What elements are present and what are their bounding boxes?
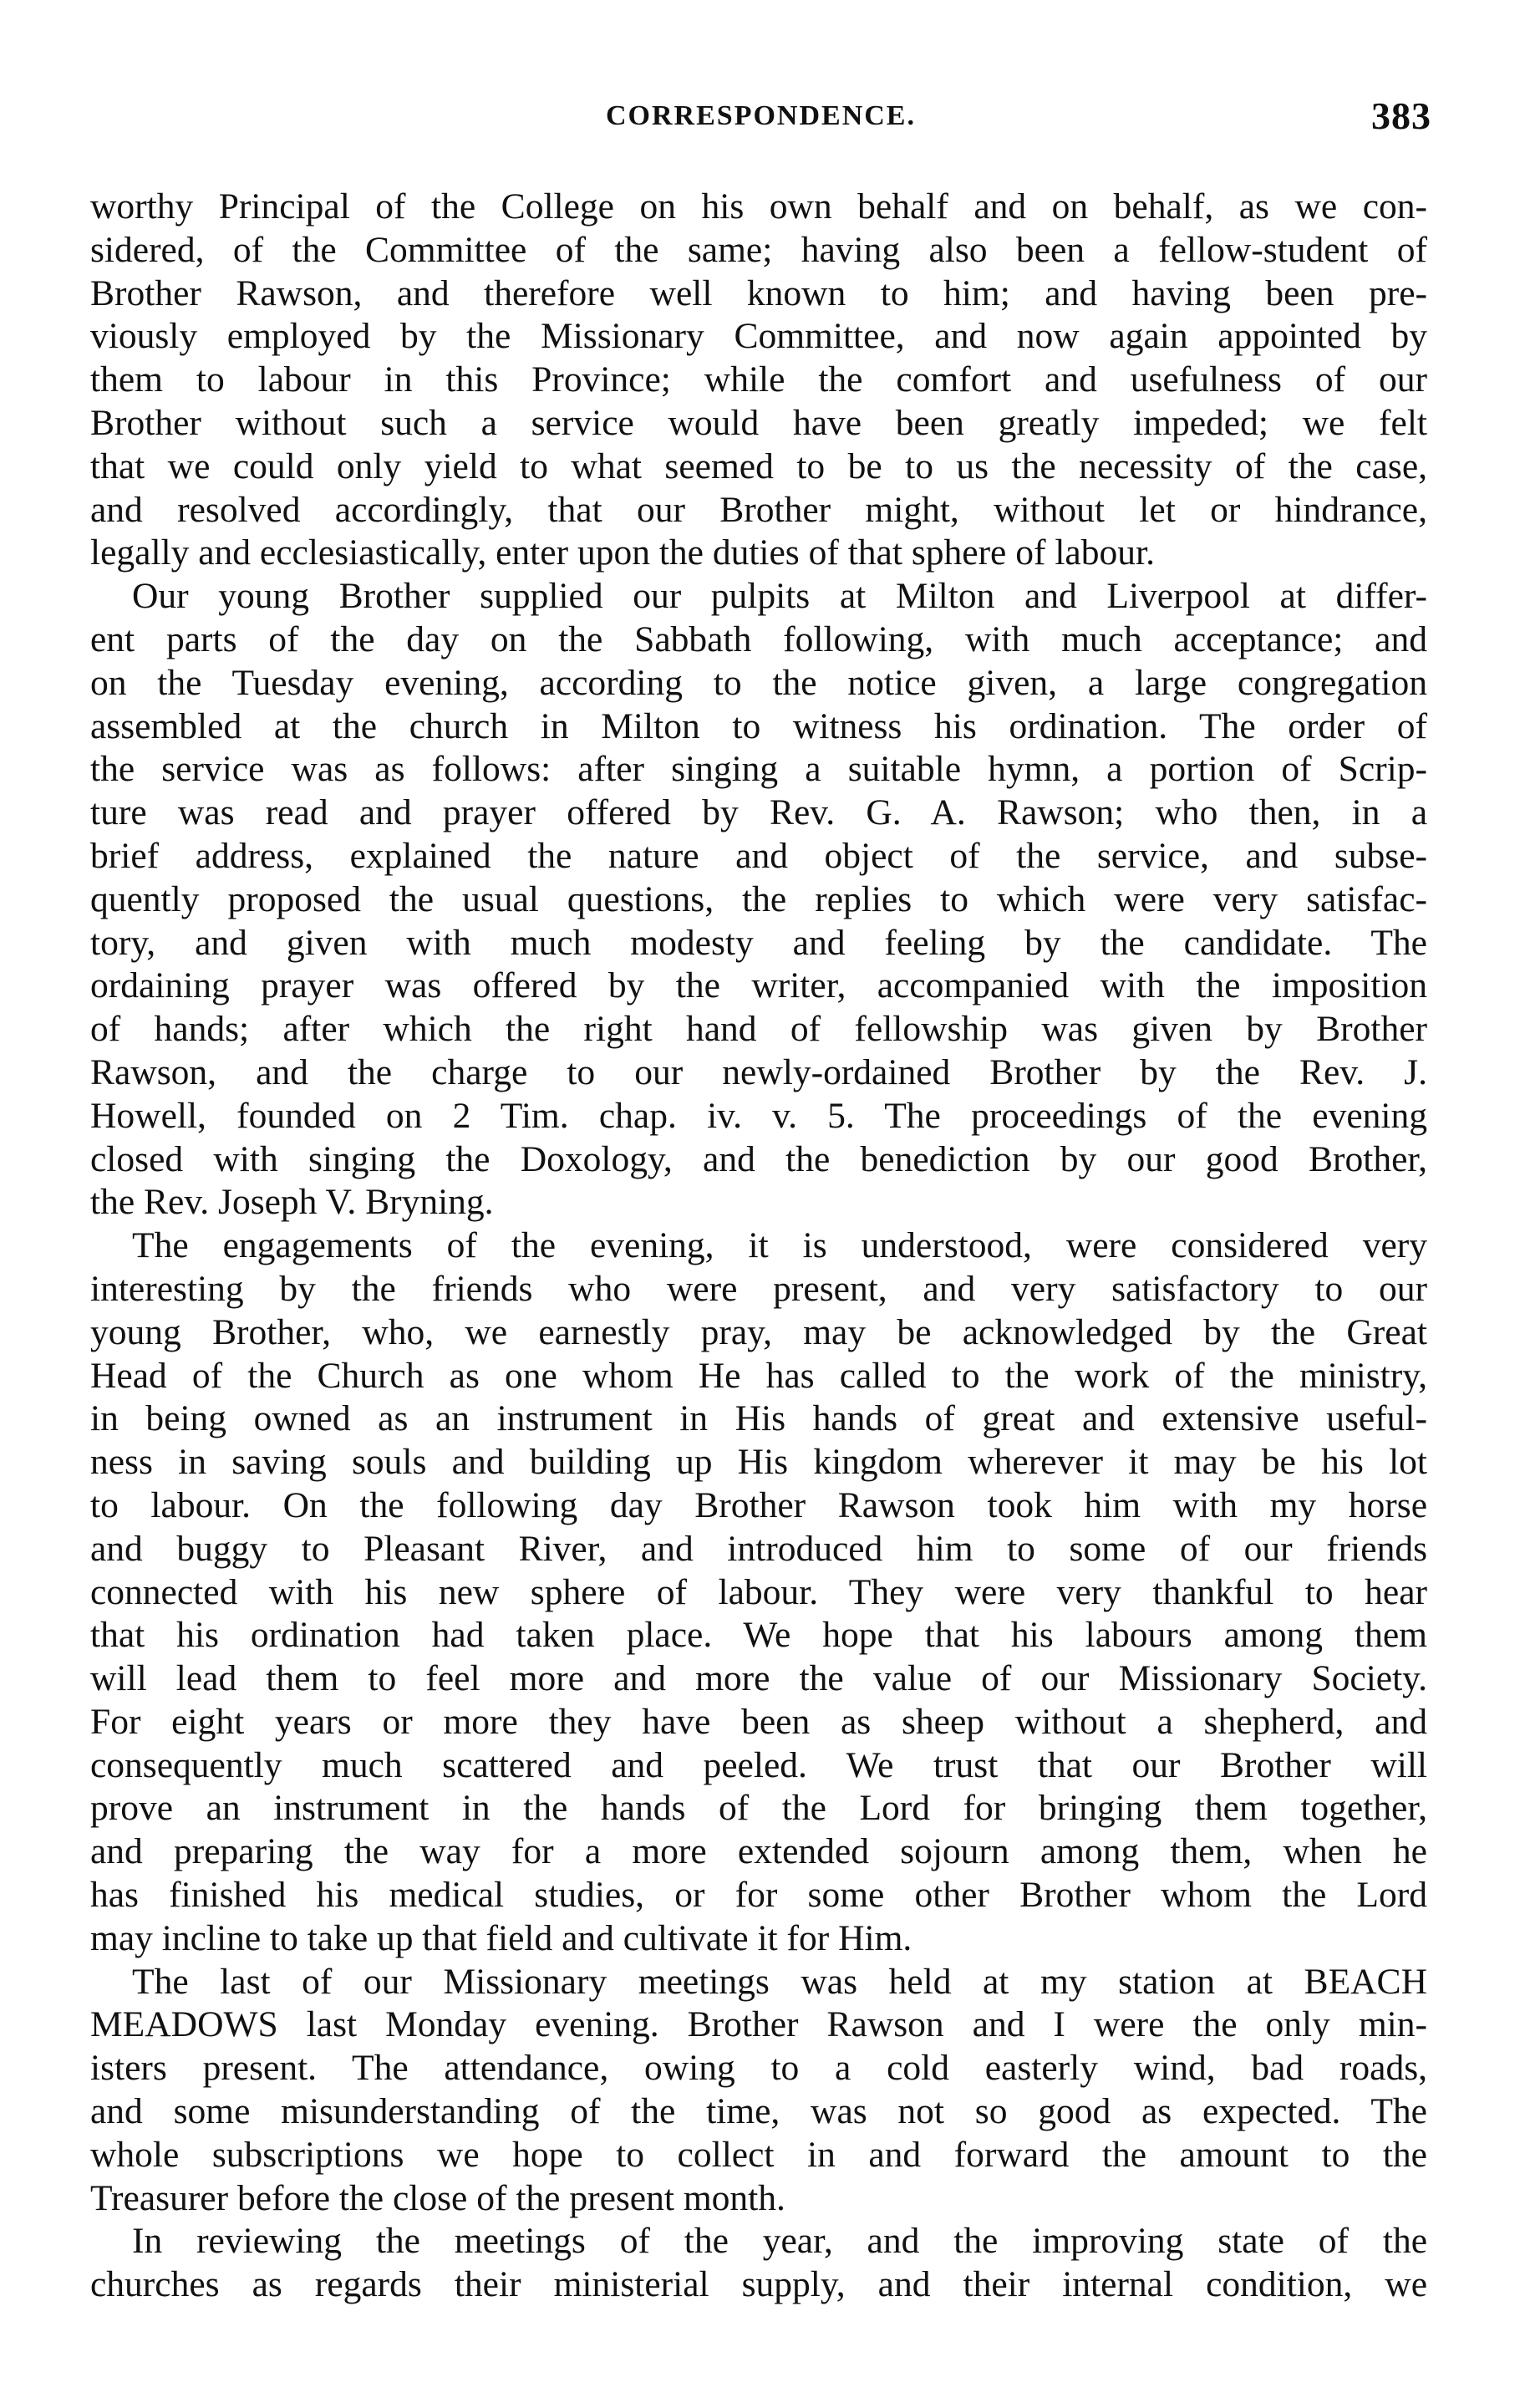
text-line: tory, and given with much modesty and feeling by the candidate. The [90, 922, 1427, 963]
text-line: and resolved accordingly, that our Brother might, without let or hindrance, [90, 489, 1427, 530]
text-line: Rawson, and the charge to our newly-ordained Brother by the Rev. J. [90, 1051, 1427, 1092]
text-line: worthy Principal of the College on his own behalf and on behalf, as we con- [90, 186, 1427, 227]
text-line: ordaining prayer was offered by the writer, accompanied with the imposition [90, 965, 1427, 1006]
text-line: MEADOWS last Monday evening. Brother Rawson and I were the only min- [90, 2004, 1427, 2045]
text-line: quently proposed the usual questions, the replies to which were very satisfac- [90, 878, 1427, 919]
text-line: Treasurer before the close of the present month. [90, 2177, 785, 2218]
text-line: Brother without such a service would have been greatly impeded; we felt [90, 402, 1427, 443]
text-line: viously employed by the Missionary Committee, and now again appointed by [90, 316, 1427, 357]
text-line: on the Tuesday evening, according to the notice given, a large congregation [90, 662, 1427, 703]
paragraph-first-line: The last of our Missionary meetings was held at my station at BEACH [132, 1961, 1427, 2002]
text-line: legally and ecclesiastically, enter upon the duties of that sphere of labour. [90, 532, 1155, 573]
text-line: isters present. The attendance, owing to a cold easterly wind, bad roads, [90, 2048, 1427, 2089]
paragraph-first-line: The engagements of the evening, it is understood, were considered very [132, 1225, 1427, 1266]
text-line: ture was read and prayer offered by Rev. G. A. Rawson; who then, in a [90, 792, 1427, 833]
text-line: them to labour in this Province; while the comfort and usefulness of our [90, 359, 1427, 400]
text-line: closed with singing the Doxology, and the benediction by our good Brother, [90, 1138, 1427, 1179]
text-line: Howell, founded on 2 Tim. chap. iv. v. 5. The proceedings of the evening [90, 1095, 1427, 1136]
text-line: brief address, explained the nature and object of the service, and subse- [90, 835, 1427, 876]
text-line: ent parts of the day on the Sabbath following, with much acceptance; and [90, 619, 1427, 659]
text-line: and preparing the way for a more extended sojourn among them, when he [90, 1831, 1427, 1872]
running-head [90, 94, 1431, 144]
text-line: young Brother, who, we earnestly pray, may be acknowledged by the Great [90, 1311, 1427, 1352]
paragraph-first-line: In reviewing the meetings of the year, and the improving state of the [132, 2221, 1427, 2262]
text-line: may incline to take up that field and cultivate it for Him. [90, 1917, 912, 1958]
text-line: the service was as follows: after singing a suitable hymn, a portion of Scrip- [90, 749, 1427, 790]
text-line: interesting by the friends who were present, and very satisfactory to our [90, 1268, 1427, 1309]
text-line: Brother Rawson, and therefore well known to him; and having been pre- [90, 272, 1427, 313]
body-text [90, 186, 1427, 2307]
text-line: has finished his medical studies, or for some other Brother whom the Lord [90, 1875, 1427, 1916]
page-number: 383 [1371, 94, 1431, 137]
text-line: and buggy to Pleasant River, and introduced him to some of our friends [90, 1528, 1427, 1569]
text-line: assembled at the church in Milton to witness his ordination. The order of [90, 705, 1427, 746]
text-line: and some misunderstanding of the time, was not so good as expected. The [90, 2091, 1427, 2132]
text-line: that his ordination had taken place. We hope that his labours among them [90, 1615, 1427, 1656]
text-line: to labour. On the following day Brother Rawson took him with my horse [90, 1484, 1427, 1525]
text-line: will lead them to feel more and more the value of our Missionary Society. [90, 1658, 1427, 1699]
text-line: consequently much scattered and peeled. We trust that our Brother will [90, 1744, 1427, 1785]
text-line: the Rev. Joseph V. Bryning. [90, 1182, 494, 1223]
text-line: prove an instrument in the hands of the Lord for bringing them together, [90, 1788, 1427, 1829]
text-line: ness in saving souls and building up His kingdom wherever it may be his lot [90, 1442, 1427, 1483]
text-line: whole subscriptions we hope to collect in and forward the amount to the [90, 2134, 1427, 2175]
text-line: sidered, of the Committee of the same; having also been a fellow-student of [90, 229, 1427, 270]
text-line: churches as regards their ministerial supply, and their internal condition, we [90, 2264, 1427, 2305]
text-line: that we could only yield to what seemed to be to us the necessity of the case, [90, 445, 1427, 486]
running-title: CORRESPONDENCE. [606, 100, 916, 131]
text-line: connected with his new sphere of labour. They were very thankful to hear [90, 1571, 1427, 1612]
text-line: in being owned as an instrument in His hands of great and extensive useful- [90, 1398, 1427, 1439]
text-line: For eight years or more they have been as sheep without a shepherd, and [90, 1701, 1427, 1742]
text-line: Head of the Church as one whom He has called to the work of the ministry, [90, 1355, 1427, 1396]
paragraph-first-line: Our young Brother supplied our pulpits at Milton and Liverpool at differ- [132, 576, 1427, 617]
text-line: of hands; after which the right hand of fellowship was given by Brother [90, 1009, 1427, 1050]
